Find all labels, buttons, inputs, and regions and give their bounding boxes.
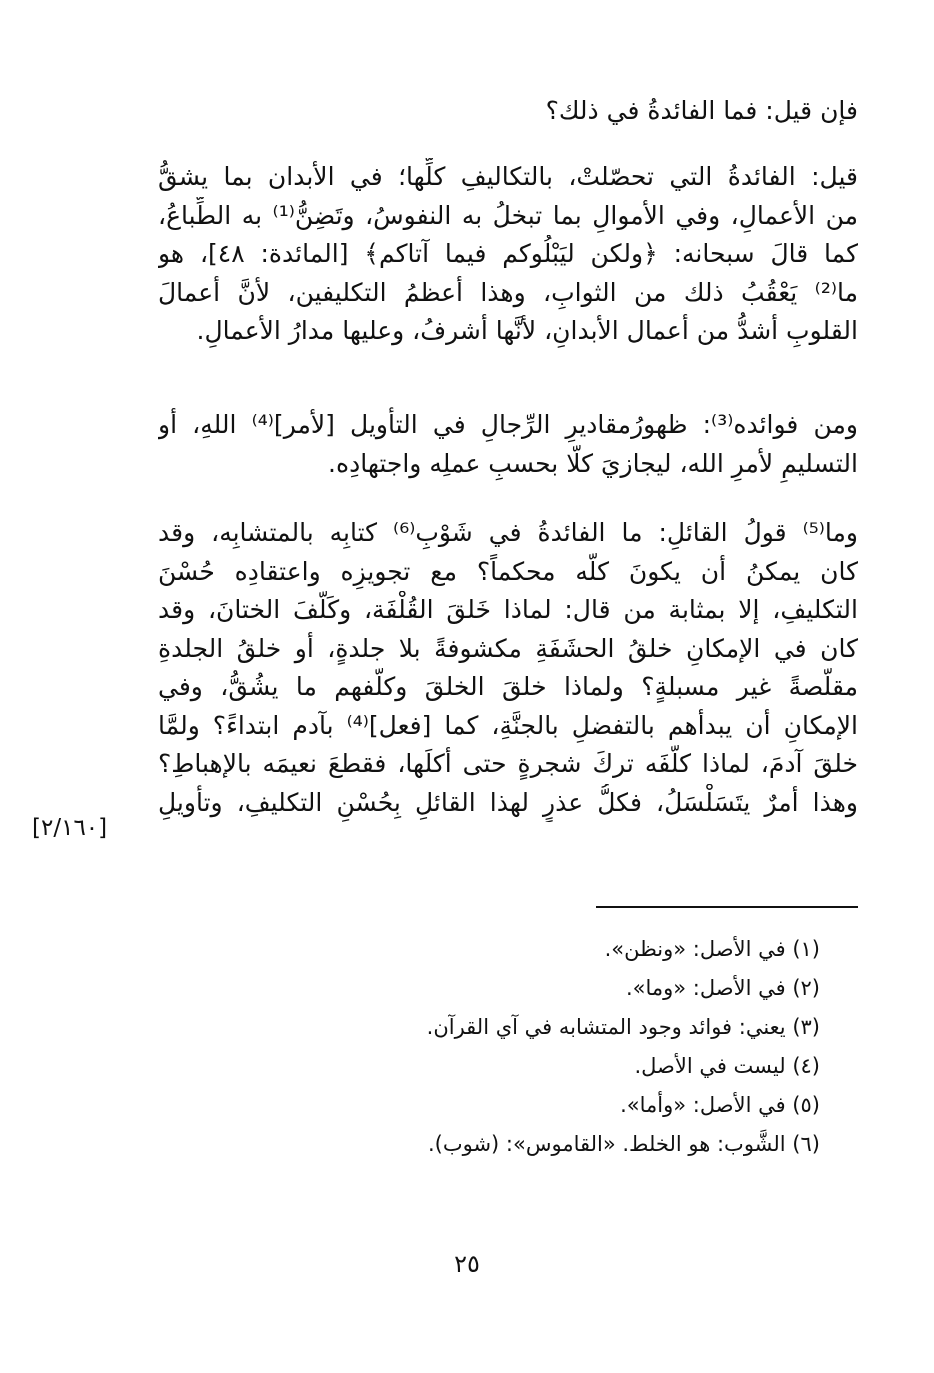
footnote-item: (٦) الشَّوب: هو الخلط. «القاموس»: (شوب). [427, 1132, 820, 1156]
paragraph-line: وما⁽⁵⁾ قولُ القائلِ: ما الفائدةُ في شَوْبِ⁽⁶⁾ كتابِه بالمتشابِه، وقد [158, 518, 858, 547]
footnote-item: (٢) في الأصل: «وما». [625, 976, 820, 1000]
paragraph-line: ما⁽²⁾ يَعْقُبُ ذلك من الثوابِ، وهذا أعظمُ التكليفين، لأنَّ أعمالَ [158, 277, 858, 307]
paragraph-line: وهذا أمرٌ يتَسَلْسَلُ، فكلُّ عذرٍ لهذا القائلِ بِحُسْنِ التكليفِ، وتأويلِ [158, 787, 858, 817]
paragraph-line: القلوبِ أشدُّ من أعمال الأبدانِ، لأنَّها أشرفُ، وعليها مدارُ الأعمالِ. [196, 316, 858, 345]
paragraph-line: التسليمِ لأمرِ الله، ليجازيَ كلًّا بحسبِ عملِه واجتهادِه. [328, 448, 858, 478]
paragraph-benefits [158, 406, 858, 483]
paragraph-answer [158, 158, 858, 351]
paragraph-line: كان يمكنُ أن يكونَ كلُّه محكماً؟ مع تجويزِه واعتقادِه حُسْنَ [158, 556, 858, 586]
paragraph-line: التكليفِ، إلا بمثابة من قال: لماذا خَلقَ القُلْفَة، وكَلَّفَ الختانَ، وقد [158, 595, 858, 624]
footnotes [300, 930, 820, 1164]
paragraph-line: من الأعمالِ، وفي الأموالِ بما تبخلُ به النفوسُ، وتَضِنُّ⁽¹⁾ به الطِّباعُ، [158, 200, 858, 230]
manuscript-page-reference: [٢/١٦٠] [32, 815, 108, 841]
paragraph-line: مقلَّصةً غير مسبلةٍ؟ ولماذا خلقَ الخلقَ وكلَّفهم ما يشُقُّ، وفي [158, 672, 858, 701]
paragraph-objection [158, 514, 858, 822]
paragraph-line: كما قالَ سبحانه: ﴿ولكن ليَبْلُوكم فيما آتاكم﴾ [المائدة: ٤٨]، هو [158, 239, 858, 268]
footnote-separator [596, 906, 858, 908]
page-number: ٢٥ [454, 1250, 480, 1278]
paragraph-line: ومن فوائده⁽³⁾: ظهورُمقاديرِ الرِّجالِ في التأويل [لأمر]⁽⁴⁾ اللهِ، أو [158, 410, 858, 439]
paragraph-line: الإمكانِ أن يبدأهم بالتفضلِ بالجنَّةِ، كما [فعل]⁽⁴⁾ بآدم ابتداءً؟ ولمَّا [158, 710, 858, 740]
footnote-item: (٥) في الأصل: «وأما». [620, 1093, 820, 1117]
footnote-item: (٤) ليست في الأصل. [634, 1054, 820, 1078]
paragraph-line: خلقَ آدمَ، لماذا كلَّفَه تركَ شجرةٍ حتى أكلَها، فقطعَ نعيمَه بالإهباطِ؟ [158, 749, 858, 778]
paragraph-line: قيل: الفائدةُ التي تحصّلتْ، بالتكاليفِ كلِّها؛ في الأبدان بما يشقُّ [158, 162, 858, 191]
footnote-item: (١) في الأصل: «ونظن». [604, 937, 820, 961]
footnote-item: (٣) يعني: فوائد وجود المتشابه في آي القرآن. [426, 1015, 820, 1039]
question-heading [158, 92, 858, 131]
paragraph-line: كان في الإمكانِ خلقُ الحشَفَةِ مكشوفةً بلا جلدةٍ، أو خلقُ الجلدةِ [158, 633, 858, 663]
heading-line: فإن قيل: فما الفائدةُ في ذلك؟ [545, 96, 858, 125]
